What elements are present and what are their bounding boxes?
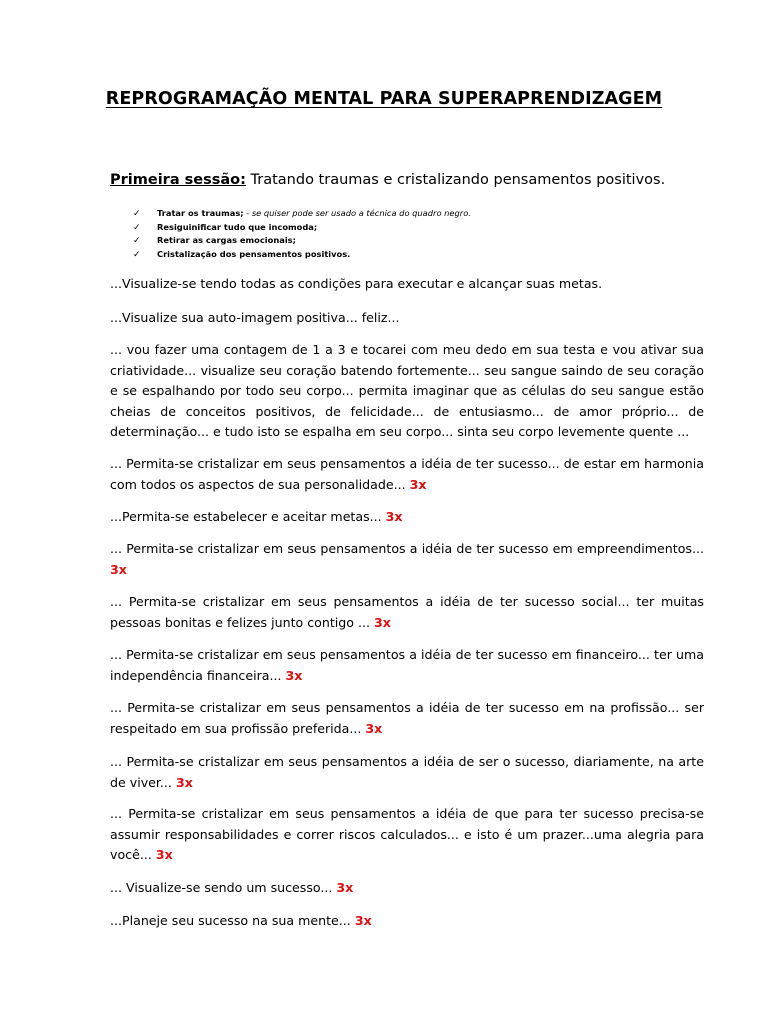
- session-label: Primeira sessão:: [110, 172, 246, 188]
- paragraph: [110, 340, 704, 443]
- paragraph: [110, 878, 704, 899]
- paragraph-text: ... vou fazer uma contagem de 1 a 3 e tocarei com meu dedo em sua testa e vou ativar sua criatividade... visualize seu coração batendo fortemente... seu sangue saindo de seu coração e se espalhando por todo seu corpo... permita imaginar que as células do seu sangue estão cheias de conceitos positivos, de felicidade... de entusiasmo... de amor próprio... de determinação... e tudo isto se espalha em seu corpo... sinta seu corpo levemente quente ...: [110, 342, 704, 439]
- repetition-count: 3x: [385, 509, 403, 524]
- paragraph-text: ...Permita-se estabelecer e aceitar metas...: [110, 509, 386, 524]
- paragraph: [110, 752, 704, 793]
- checklist-item: [133, 207, 471, 221]
- repetition-count: 3x: [354, 913, 372, 928]
- repetition-count: 3x: [373, 614, 391, 630]
- checklist-item-label: Tratar os traumas;: [157, 208, 244, 218]
- paragraph-text: ... Permita-se cristalizar em seus pensamentos a idéia de ter sucesso... de estar em harmonia com todos os aspectos de sua personalidade...: [110, 456, 704, 492]
- paragraph-text: ... Permita-se cristalizar em seus pensamentos a idéia de que para ter sucesso precisa-se assumir responsabilidades e correr riscos calculados... e isto é um prazer...uma alegria para você...: [110, 806, 704, 862]
- paragraph-text: ... Permita-se cristalizar em seus pensamentos a idéia de ser o sucesso, diariamente, na arte de viver...: [110, 754, 704, 790]
- repetition-count: 3x: [110, 561, 127, 577]
- checkmark-icon: ✓: [133, 249, 141, 260]
- paragraph: [110, 592, 704, 633]
- paragraph: [110, 274, 704, 295]
- repetition-count: 3x: [409, 476, 427, 492]
- paragraph: [110, 539, 704, 580]
- checklist-item-note: - se quiser pode ser usado a técnica do quadro negro.: [243, 208, 471, 218]
- repetition-count: 3x: [155, 847, 173, 862]
- paragraph: [110, 454, 704, 495]
- paragraph: [110, 308, 704, 329]
- paragraph-text: ...Visualize-se tendo todas as condições para executar e alcançar suas metas.: [110, 276, 603, 291]
- paragraph-text: ... Permita-se cristalizar em seus pensamentos a idéia de ter sucesso em empreendimentos...: [110, 541, 704, 556]
- checklist-item-label: Resiguinificar tudo que incomoda;: [157, 221, 318, 232]
- paragraph: [110, 911, 704, 932]
- paragraph-text: ...Visualize sua auto-imagem positiva... feliz...: [110, 310, 400, 325]
- checklist-item: [133, 221, 471, 235]
- repetition-count: 3x: [365, 720, 383, 736]
- session-heading: [110, 172, 665, 188]
- paragraph-text: ... Visualize-se sendo um sucesso...: [110, 880, 337, 895]
- repetition-count: 3x: [175, 774, 193, 790]
- document-title: REPROGRAMAÇÃO MENTAL PARA SUPERAPRENDIZAGEM: [105, 89, 663, 109]
- checkmark-icon: ✓: [133, 209, 141, 219]
- checklist-item-label: Cristalização dos pensamentos positivos.: [157, 248, 351, 259]
- paragraph-text: ... Permita-se cristalizar em seus pensamentos a idéia de ter sucesso social... ter muitas pessoas bonitas e felizes junto contigo ...: [110, 594, 704, 630]
- session-heading-text: Tratando traumas e cristalizando pensamentos positivos.: [245, 172, 666, 188]
- paragraph: [110, 804, 704, 866]
- repetition-count: 3x: [336, 880, 354, 895]
- checklist-item: [133, 234, 471, 248]
- checklist-item-label: Retirar as cargas emocionais;: [157, 235, 296, 245]
- checkmark-icon: ✓: [133, 222, 141, 233]
- paragraph-text: ... Permita-se cristalizar em seus pensamentos a idéia de ter sucesso em na profissão... ser respeitado em sua profissão preferida...: [110, 700, 704, 736]
- paragraph: [110, 507, 704, 528]
- paragraph-text: ... Permita-se cristalizar em seus pensamentos a idéia de ter sucesso em financeiro... ter uma independência financeira...: [110, 647, 704, 683]
- paragraph: [110, 698, 704, 739]
- checklist-item: [133, 248, 471, 262]
- checkmark-icon: ✓: [133, 236, 141, 246]
- paragraph-text: ...Planeje seu sucesso na sua mente...: [110, 913, 355, 928]
- checklist: [133, 207, 471, 261]
- repetition-count: 3x: [285, 667, 303, 683]
- paragraph: [110, 645, 704, 686]
